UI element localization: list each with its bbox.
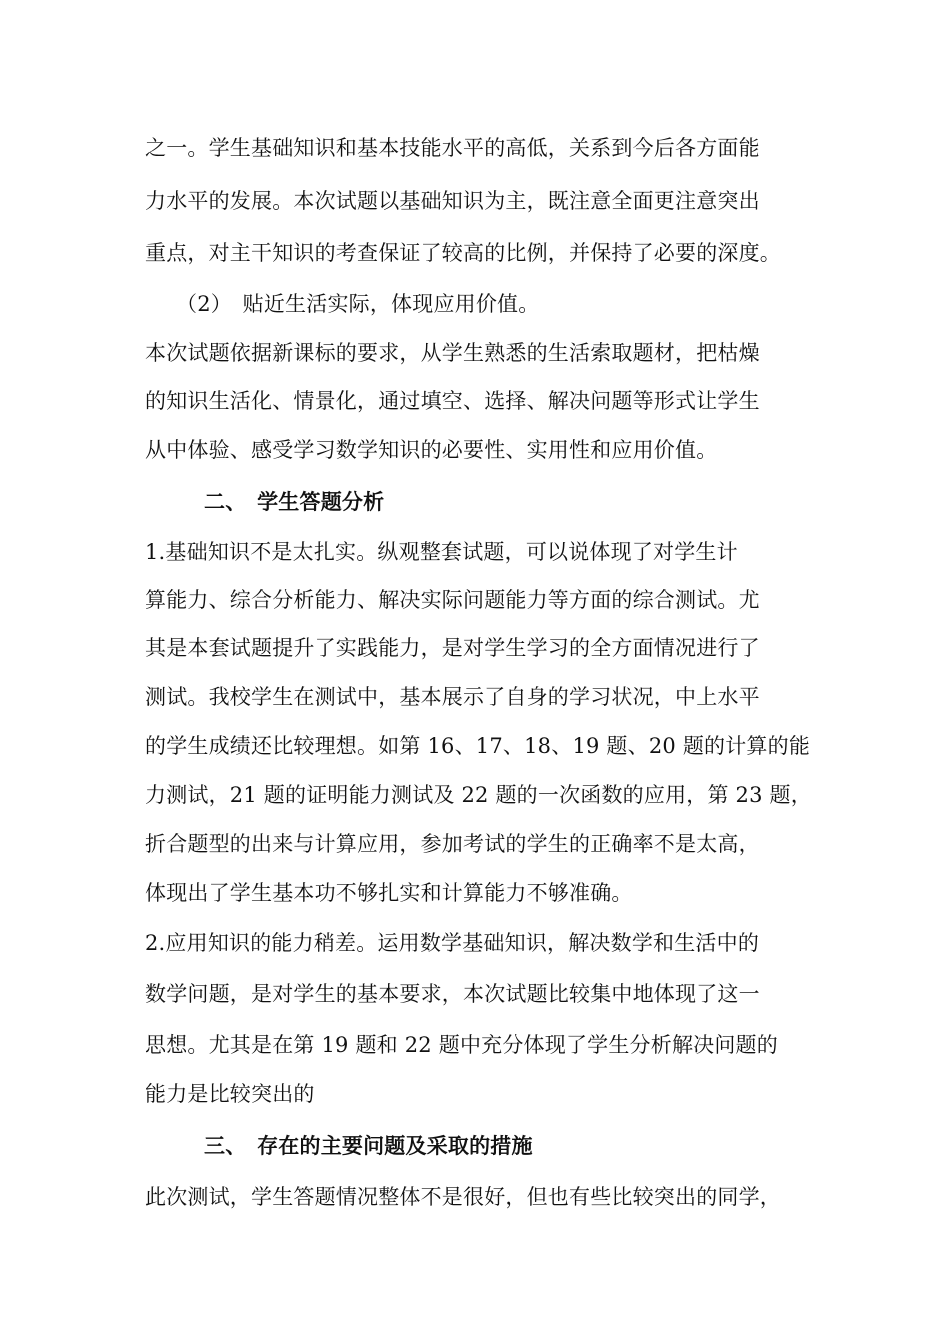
list-item-line: 能力是比较突出的 xyxy=(145,1082,315,1106)
list-item-line: 的学生成绩还比较理想。如第 16、17、18、19 题、20 题的计算的能 xyxy=(145,734,811,758)
paragraph-line: 从中体验、感受学习数学知识的必要性、实用性和应用价值。 xyxy=(145,438,718,462)
list-item-line: 体现出了学生基本功不够扎实和计算能力不够准确。 xyxy=(145,881,633,905)
list-item-line: 2.应用知识的能力稍差。运用数学基础知识，解决数学和生活中的 xyxy=(145,931,760,955)
paragraph-line: 的知识生活化、情景化，通过填空、选择、解决问题等形式让学生 xyxy=(145,389,760,413)
paragraph-line: 重点，对主干知识的考查保证了较高的比例，并保持了必要的深度。 xyxy=(145,241,781,265)
paragraph-line: 此次测试，学生答题情况整体不是很好，但也有些比较突出的同学， xyxy=(145,1185,781,1209)
list-item-line: 其是本套试题提升了实践能力，是对学生学习的全方面情况进行了 xyxy=(145,636,760,660)
list-item-line: 折合题型的出来与计算应用，参加考试的学生的正确率不是太高， xyxy=(145,832,760,856)
list-item-line: 测试。我校学生在测试中，基本展示了自身的学习状况，中上水平 xyxy=(145,685,760,709)
section-heading: 二、 学生答题分析 xyxy=(204,489,385,514)
list-item-line: 数学问题，是对学生的基本要求，本次试题比较集中地体现了这一 xyxy=(145,982,760,1006)
list-item-line: 思想。尤其是在第 19 题和 22 题中充分体现了学生分析解决问题的 xyxy=(145,1033,778,1057)
paragraph-line: 力水平的发展。本次试题以基础知识为主，既注意全面更注意突出 xyxy=(145,189,760,213)
list-item-line: 算能力、综合分析能力、解决实际问题能力等方面的综合测试。尤 xyxy=(145,588,760,612)
paragraph-line: 本次试题依据新课标的要求，从学生熟悉的生活索取题材，把枯燥 xyxy=(145,341,760,365)
point-heading: （2） 贴近生活实际，体现应用价值。 xyxy=(176,292,540,316)
list-item-line: 力测试，21 题的证明能力测试及 22 题的一次函数的应用，第 23 题， xyxy=(145,783,812,807)
section-heading: 三、 存在的主要问题及采取的措施 xyxy=(204,1133,533,1158)
list-item-line: 1.基础知识不是太扎实。纵观整套试题，可以说体现了对学生计 xyxy=(145,540,738,564)
paragraph-line: 之一。学生基础知识和基本技能水平的高低，关系到今后各方面能 xyxy=(145,136,760,160)
